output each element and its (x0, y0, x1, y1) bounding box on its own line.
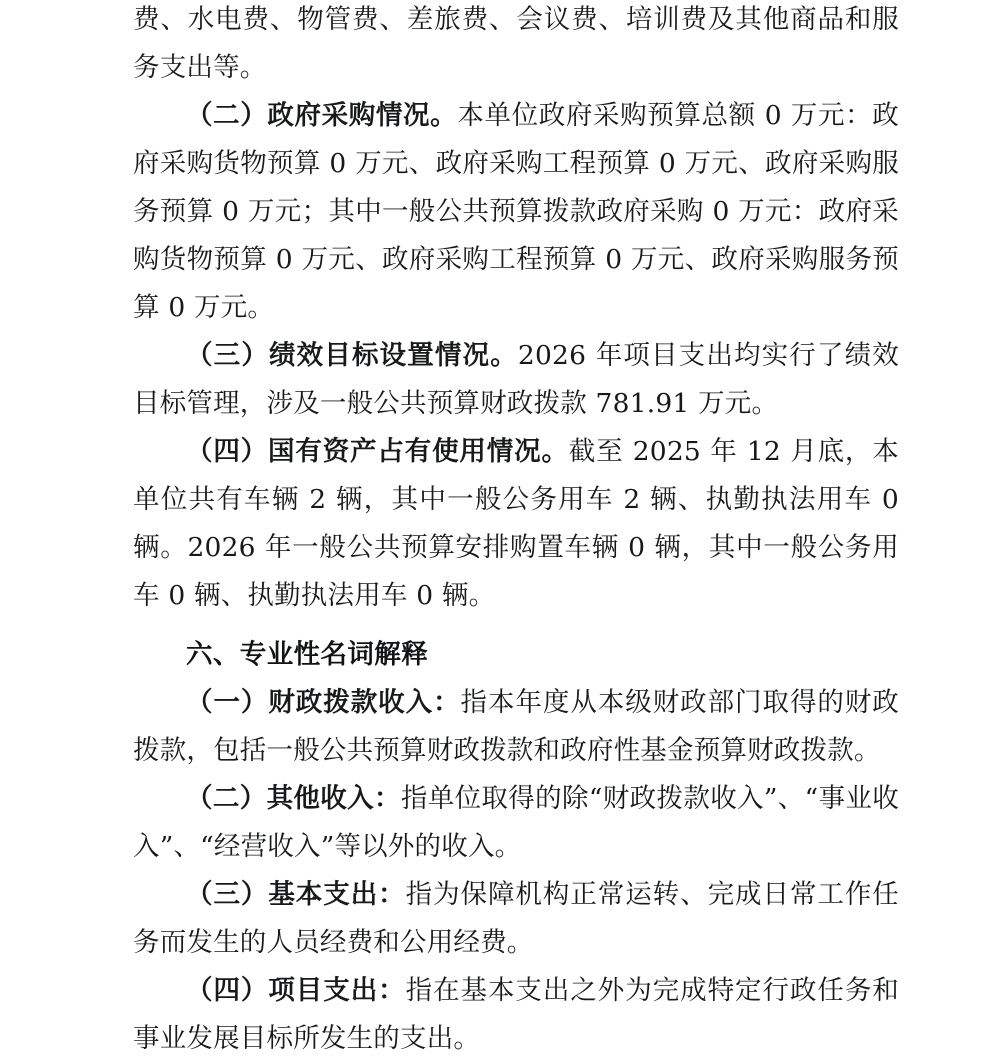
paragraph-performance-goal (133, 332, 899, 428)
paragraph-lead: （三）绩效目标设置情况。 (186, 340, 518, 371)
definition-text: 指单位取得的除“财政拨款收入”、“事业收入”、“经营收入”等以外的收入。 (133, 783, 899, 862)
definition-other-income (133, 775, 899, 871)
definition-basic-expenditure (133, 871, 899, 967)
definition-term: （三）基本支出： (186, 879, 406, 910)
definition-fiscal-appropriation-income (133, 679, 899, 775)
paragraph-lead: （四）国有资产占有使用情况。 (186, 436, 569, 467)
paragraph-government-procurement (133, 92, 899, 332)
paragraph-text: 费、水电费、物管费、差旅费、会议费、培训费及其他商品和服务支出等。 (133, 4, 899, 83)
paragraph-lead: （二）政府采购情况。 (186, 100, 458, 131)
paragraph-text: 本单位政府采购预算总额 0 万元：政府采购货物预算 0 万元、政府采购工程预算 0 万元、政府采购服务预算 0 万元；其中一般公共预算拨款政府采购 0 万元：政府采购货物预算 0 万元、政府采购工程预算 0 万元、政府采购服务预算 0 万元。 (133, 100, 900, 323)
definition-term: （一）财政拨款收入： (186, 687, 461, 718)
paragraph-expense-continued (133, 0, 899, 92)
definition-text: 指为保障机构正常运转、完成日常工作任务而发生的人员经费和公用经费。 (133, 879, 899, 958)
definition-text: 指本年度从本级财政部门取得的财政拨款，包括一般公共预算财政拨款和政府性基金预算财政拨款。 (133, 687, 900, 766)
document-body (133, 0, 899, 1063)
definition-project-expenditure (133, 967, 899, 1063)
definition-text: 指在基本支出之外为完成特定行政任务和事业发展目标所发生的支出。 (133, 975, 899, 1054)
section-spacer (133, 620, 899, 631)
paragraph-text: 截至 2025 年 12 月底，本单位共有车辆 2 辆，其中一般公务用车 2 辆、执勤执法用车 0 辆。2026 年一般公共预算安排购置车辆 0 辆，其中一般公务用车 0 辆、执勤执法用车 0 辆。 (133, 436, 899, 611)
section-heading-terminology: 六、专业性名词解释 (186, 639, 429, 670)
definition-term: （二）其他收入： (186, 783, 401, 814)
paragraph-text: 2026 年项目支出均实行了绩效目标管理，涉及一般公共预算财政拨款 781.91 万元。 (133, 340, 899, 419)
paragraph-state-assets (133, 428, 899, 620)
definition-term: （四）项目支出： (186, 975, 406, 1006)
